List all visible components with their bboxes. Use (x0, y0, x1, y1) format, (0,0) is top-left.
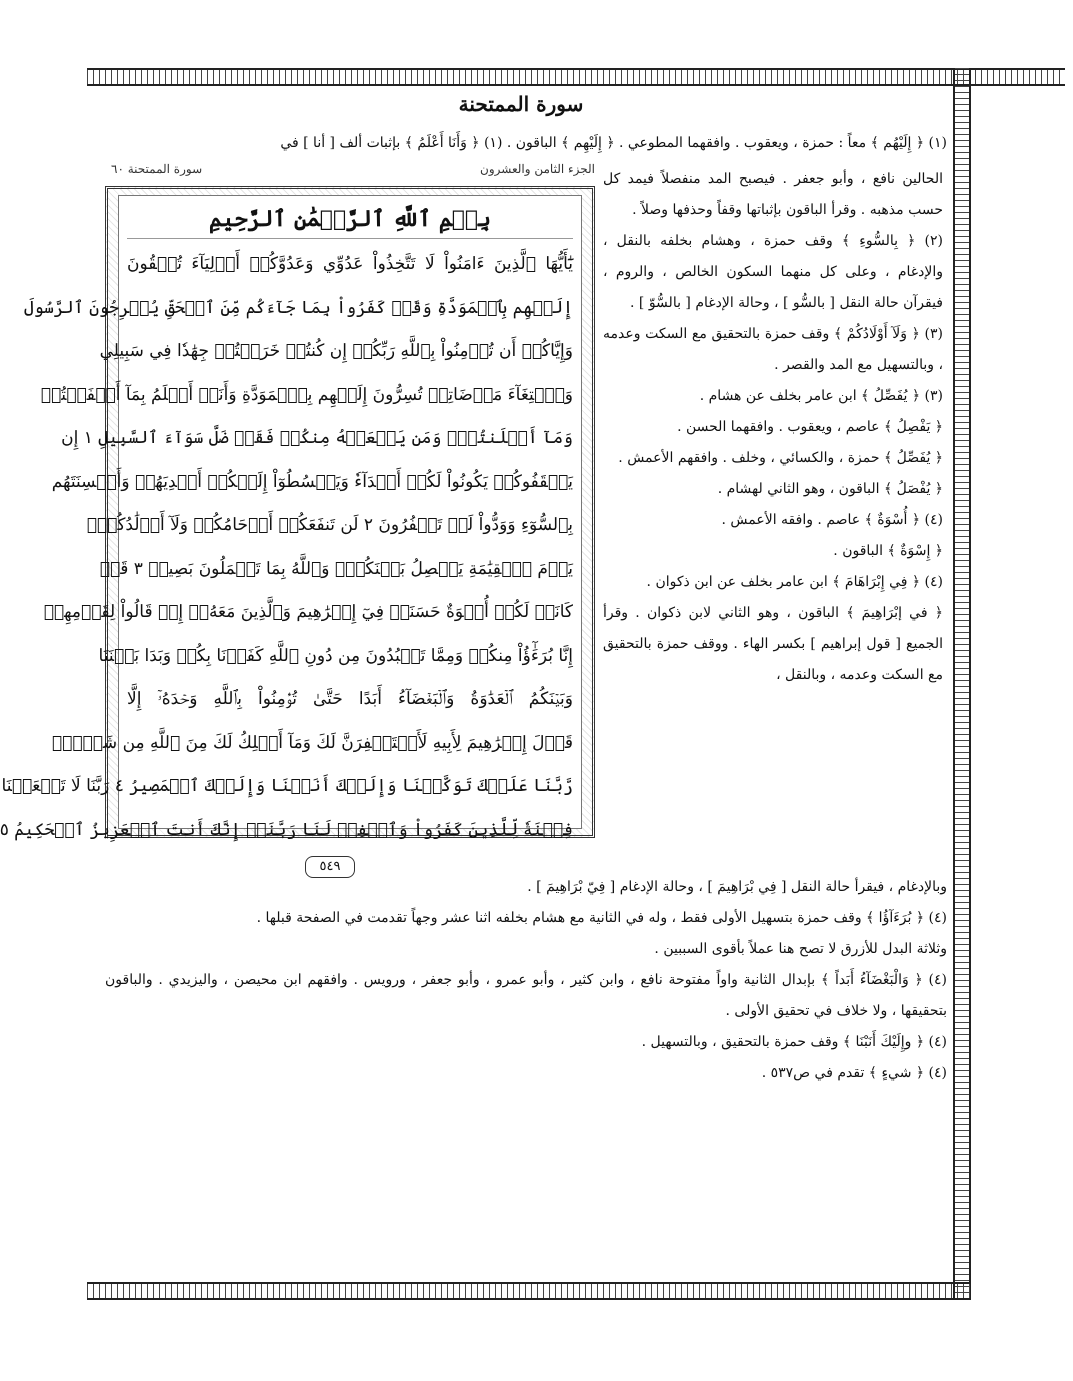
commentary-paragraph: ﴿ يَفْصِلُ ﴾ عاصم ، ويعقوب . وافقهما الحسن . (677, 419, 943, 435)
mushaf-page (0, 158, 595, 858)
commentary-paragraph: الحالين نافع ، وأبو جعفر . فيصبح المد منفصلاً فيمد كل حسب مذهبه . وقرأ الباقون بإثباتها وقفاً وحذفها وصلاً . (603, 171, 943, 218)
commentary-paragraph: ﴿ يُفَصِّلُ ﴾ حمزة ، والكسائي ، وخلف . وافقهم الأعمش . (618, 450, 943, 466)
commentary-paragraph: (٣) ﴿ يُفَصِّلُ ﴾ ابن عامر بخلف عن هشام . (699, 388, 943, 404)
quran-line: رَّبَّنَا عَلَيۡكَ تَوَكَّلۡنَا وَإِلَيۡكَ أَنَبۡنَا وَإِلَيۡكَ ٱلۡمَصِيرُ ٤ رَبَّنَا لَا تَجۡعَلۡنَا (1, 776, 573, 796)
quran-line: وَمَآ أَعۡلَنتُمۡۚ وَمَن يَفۡعَلۡهُ مِنكُمۡ فَقَدۡ ضَلَّ سَوَآءَ ٱلسَّبِيلِ ١ إِن (61, 428, 573, 448)
mushaf-header (105, 158, 595, 184)
quran-line: بِٱلسُّوٓءِ وَوَدُّواْ لَوۡ تَكۡفُرُونَ ٢ لَن تَنفَعَكُمۡ أَرۡحَامُكُمۡ وَلَآ أَوۡلَٰدُكُمۡۚ (86, 515, 573, 535)
juz-label: الجزء الثامن والعشرون (480, 162, 595, 176)
commentary-paragraph: (٤) ﴿ بُرَءَآؤُا ﴾ وقف حمزة بتسهيل الأولى فقط ، وله في الثانية مع هشام بخلفه اثنا عشر وجهاً تقدمت في الصفحة قبلها . (256, 910, 947, 926)
mushaf-frame (0, 186, 595, 840)
commentary-right-column (603, 164, 943, 691)
commentary-paragraph: ﴿ يُفْصَلُ ﴾ الباقون ، وهو الثاني لهشام . (717, 481, 943, 497)
commentary-paragraph: (٤) ﴿ وإِلَيْكَ أَنَبْنَا ﴾ وقف حمزة بالتحقيق ، وبالتسهيل . (641, 1034, 947, 1050)
commentary-paragraph: ﴿ في إبْرَاهِيمَ ﴾ الباقون ، وهو الثاني لابن ذكوان . وقرأ الجميع [ قول إبراهيم ] بكسر الهاء . ووقف حمزة بالتحقيق مع السكت وعدمه ، وبالنقل ، (603, 605, 943, 683)
quran-line: قَوۡلَ إِبۡرَٰهِيمَ لِأَبِيهِ لَأَسۡتَغۡفِرَنَّ لَكَ وَمَآ أَمۡلِكُ لَكَ مِنَ ٱللَّهِ مِن شَيۡءٖۖ (51, 732, 573, 753)
bottom-ornament-border (87, 1282, 971, 1300)
surah-title: سورة الممتحنة (458, 92, 584, 116)
quran-line: إِلَيۡهِم بِٱلۡمَوَدَّةِ وَقَدۡ كَفَرُواْ بِمَا جَآءَكُم مِّنَ ٱلۡحَقِّ يُخۡرِجُونَ ٱلرَّسُولَ (23, 297, 573, 318)
quran-line: كَانَتۡ لَكُمۡ أُسۡوَةٌ حَسَنَةٞ فِيٓ إِبۡرَٰهِيمَ وَٱلَّذِينَ مَعَهُۥٓ إِذۡ قَالُواْ لِقَوۡمِهِمۡ (43, 602, 573, 622)
commentary-paragraph: (٤) ﴿ فِي إِبْرَاهَامَ ﴾ ابن عامر بخلف عن ابن ذكوان . (646, 574, 943, 590)
right-ornament-border (953, 68, 971, 1298)
commentary-paragraph: (٤) ﴿ وَالْبَغْضَآءُ أَبَداً ﴾ بإبدال الثانية واواً مفتوحة نافع ، وابن كثير ، وأبو عمرو ، وأبو جعفر ، ورويس . وافقهم ابن محيصن ، واليزيدي . والباقون بتحقيقها ، ولا خلاف في تحقيق الأولى . (105, 972, 947, 1019)
basmala: بِسۡمِ ٱللَّهِ ٱلرَّحۡمَٰنِ ٱلرَّحِيمِ (127, 200, 573, 239)
commentary-paragraph: (٤) ﴿ أُسْوَةٌ ﴾ عاصم . وافقه الأعمش . (721, 512, 943, 528)
top-ornament-border (87, 68, 1065, 86)
quran-line: وَٱبۡتِغَآءَ مَرۡضَاتِيۚ تُسِرُّونَ إِلَيۡهِم بِٱلۡمَوَدَّةِ وَأَنَا۠ أَعۡلَمُ بِمَآ أَخۡفَيۡتُمۡ (40, 384, 573, 405)
commentary-paragraph: وثلاثة البدل للأزرق لا تصح هنا عملاً بأقوى السببين . (654, 941, 947, 957)
commentary-full-width (105, 872, 947, 1089)
quran-line: فِتۡنَةٗ لِّلَّذِينَ كَفَرُواْ وَٱغۡفِرۡ لَنَا رَبَّنَآۖ إِنَّكَ أَنتَ ٱلۡعَزِيزُ ٱلۡحَكِيمُ ٥ (0, 819, 573, 840)
quran-line: وَبَيۡنَكُمُ ٱلۡعَدَٰوَةُ وَٱلۡبَغۡضَآءُ أَبَدًا حَتَّىٰ تُؤۡمِنُواْ بِٱللَّهِ وَحۡدَهُۥٓ إِلَّا (127, 689, 573, 709)
commentary-paragraph: ﴿ إِسْوَةٌ ﴾ الباقون . (833, 543, 943, 559)
commentary-paragraph: (٢) ﴿ بِالسُّوءِ ﴾ وقف حمزة ، وهشام بخلفه بالنقل ، والإدغام ، وعلى كل منهما السكون الخالص ، والروم ، فيقرآن حالة النقل [ بالسُّو ] ، وحالة الإدغام [ بالسُّوّ ] . (603, 233, 943, 311)
commentary-paragraph: (٤) ﴿ شيءٍ ﴾ تقدم في ص٥٣٧ . (761, 1065, 947, 1081)
surah-label: سورة الممتحنة ٦٠ (111, 162, 203, 176)
quran-line: يَٰٓأَيُّهَا ٱلَّذِينَ ءَامَنُواْ لَا تَتَّخِذُواْ عَدُوِّي وَعَدُوَّكُمۡ أَوۡلِيَآءَ تُلۡقُونَ (127, 254, 573, 274)
lead-line: (١) ﴿ إِلَيْهُم ﴾ معاً : حمزة ، ويعقوب . وافقهما المطوعي . ﴿ إِلَيْهِم ﴾ الباقون . (١) ﴿ وَأَنَا أَعْلَمُ ﴾ بإثبات ألف [ أنا ] في (280, 135, 947, 151)
quran-line: وَإِيَّاكُمۡ أَن تُؤۡمِنُواْ بِٱللَّهِ رَبِّكُمۡ إِن كُنتُمۡ خَرَجۡتُمۡ جِهَٰدٗا فِي سَبِيلِي (99, 341, 573, 361)
quran-line: يَوۡمَ ٱلۡقِيَٰمَةِ يَفۡصِلُ بَيۡنَكُمۡۚ وَٱللَّهُ بِمَا تَعۡمَلُونَ بَصِيرٞ ٣ قَدۡ (99, 558, 573, 579)
quran-line: إِنَّا بُرَءَٰٓؤُاْ مِنكُمۡ وَمِمَّا تَعۡبُدُونَ مِن دُونِ ٱللَّهِ كَفَرۡنَا بِكُمۡ وَبَدَا بَيۡنَنَا (98, 645, 573, 666)
mushaf-text-area (0, 195, 582, 840)
commentary-paragraph: وبالإدغام ، فيقرأ حالة النقل [ فِي بْرَاهِيمَ ] ، وحالة الإدغام [ فِيّ بْرَاهِيمَ ] . (527, 879, 947, 895)
quran-line: يَثۡقَفُوكُمۡ يَكُونُواْ لَكُمۡ أَعۡدَآءٗ وَيَبۡسُطُوٓاْ إِلَيۡكُمۡ أَيۡدِيَهُمۡ وَأَلۡسِنَتَهُم (51, 471, 573, 492)
commentary-paragraph: (٣) ﴿ وَلَآ أَوْلَادُكُمْ ﴾ وقف حمزة بالتحقيق مع السكت وعدمه ، وبالتسهيل مع المد والقصر . (603, 326, 943, 373)
mushaf-page-number: ٥٤٩ (305, 856, 355, 878)
